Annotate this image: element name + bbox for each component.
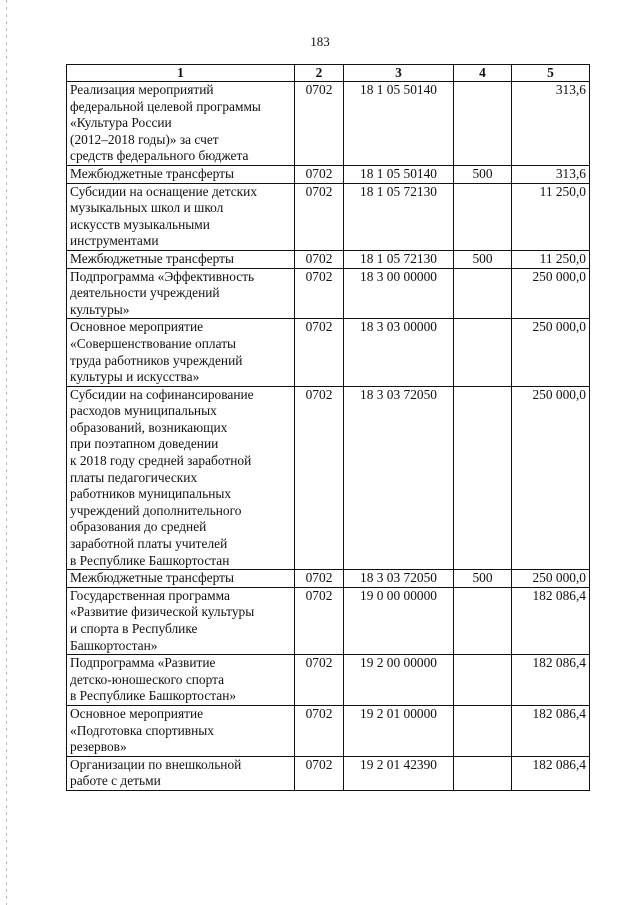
- row-amount: 11 250,0: [512, 250, 590, 268]
- row-amount: 182 086,4: [512, 587, 590, 654]
- row-kind: [454, 183, 512, 250]
- header-row: [67, 65, 590, 82]
- row-section: 0702: [295, 705, 344, 756]
- row-amount: 11 250,0: [512, 183, 590, 250]
- table-row: [67, 705, 590, 756]
- column-header-kind: 4: [454, 65, 512, 82]
- row-name: Субсидии на софинансирование расходов муниципальных образований, возникающих при поэтапном доведении к 2018 году средней заработной платы педагогических работников муниципальных учреждений дополнительного образования до средней заработной платы учителей в Республике Башкортостан: [67, 386, 295, 570]
- column-header-section: 2: [295, 65, 344, 82]
- row-section: 0702: [295, 268, 344, 319]
- row-kind: 500: [454, 570, 512, 588]
- row-section: 0702: [295, 587, 344, 654]
- row-kind: [454, 82, 512, 166]
- budget-table: [66, 64, 590, 791]
- row-code: 18 1 05 50140: [344, 165, 454, 183]
- page-number: 183: [310, 34, 330, 49]
- row-code: 18 3 00 00000: [344, 268, 454, 319]
- row-name: Субсидии на оснащение детских музыкальных школ и школ искусств музыкальными инструментами: [67, 183, 295, 250]
- row-amount: 182 086,4: [512, 655, 590, 706]
- row-amount: 250 000,0: [512, 570, 590, 588]
- row-section: 0702: [295, 82, 344, 166]
- table-row: [67, 756, 590, 790]
- row-kind: [454, 386, 512, 570]
- row-code: 18 1 05 72130: [344, 183, 454, 250]
- row-kind: 500: [454, 165, 512, 183]
- table-row: [67, 655, 590, 706]
- table-row: [67, 268, 590, 319]
- row-amount: 182 086,4: [512, 705, 590, 756]
- row-code: 18 3 03 00000: [344, 319, 454, 386]
- row-name: Межбюджетные трансферты: [67, 250, 295, 268]
- row-kind: [454, 705, 512, 756]
- row-amount: 250 000,0: [512, 268, 590, 319]
- column-header-amount: 5: [512, 65, 590, 82]
- row-name: Межбюджетные трансферты: [67, 165, 295, 183]
- row-code: 18 1 05 50140: [344, 82, 454, 166]
- row-name: Подпрограмма «Развитие детско-юношеского спорта в Республике Башкортостан»: [67, 655, 295, 706]
- row-code: 19 2 01 42390: [344, 756, 454, 790]
- row-section: 0702: [295, 319, 344, 386]
- table-row: [67, 570, 590, 588]
- row-name: Основное мероприятие «Подготовка спортивных резервов»: [67, 705, 295, 756]
- table-row: [67, 165, 590, 183]
- row-amount: 313,6: [512, 82, 590, 166]
- table-row: [67, 250, 590, 268]
- row-section: 0702: [295, 250, 344, 268]
- row-kind: 500: [454, 250, 512, 268]
- table-row: [67, 319, 590, 386]
- row-section: 0702: [295, 570, 344, 588]
- row-name: Основное мероприятие «Совершенствование оплаты труда работников учреждений культуры и искусства»: [67, 319, 295, 386]
- row-name: Межбюджетные трансферты: [67, 570, 295, 588]
- column-header-code: 3: [344, 65, 454, 82]
- table-row: [67, 82, 590, 166]
- row-section: 0702: [295, 165, 344, 183]
- row-code: 18 3 03 72050: [344, 386, 454, 570]
- row-name: Государственная программа «Развитие физической культуры и спорта в Республике Башкортостан»: [67, 587, 295, 654]
- row-code: 19 0 00 00000: [344, 587, 454, 654]
- row-name: Реализация мероприятий федеральной целевой программы «Культура России (2012–2018 годы)» за счет средств федерального бюджета: [67, 82, 295, 166]
- row-code: 19 2 01 00000: [344, 705, 454, 756]
- row-amount: 250 000,0: [512, 319, 590, 386]
- row-section: 0702: [295, 756, 344, 790]
- table-row: [67, 183, 590, 250]
- row-name: Организации по внешкольной работе с детьми: [67, 756, 295, 790]
- row-section: 0702: [295, 183, 344, 250]
- row-amount: 250 000,0: [512, 386, 590, 570]
- row-amount: 182 086,4: [512, 756, 590, 790]
- row-kind: [454, 268, 512, 319]
- table-row: [67, 587, 590, 654]
- row-section: 0702: [295, 386, 344, 570]
- column-header-name: 1: [67, 65, 295, 82]
- row-code: 19 2 00 00000: [344, 655, 454, 706]
- row-kind: [454, 587, 512, 654]
- row-kind: [454, 756, 512, 790]
- page-edge-scan-mark: [6, 0, 7, 905]
- row-code: 18 1 05 72130: [344, 250, 454, 268]
- row-name: Подпрограмма «Эффективность деятельности учреждений культуры»: [67, 268, 295, 319]
- row-kind: [454, 319, 512, 386]
- row-code: 18 3 03 72050: [344, 570, 454, 588]
- row-kind: [454, 655, 512, 706]
- row-section: 0702: [295, 655, 344, 706]
- table-row: [67, 386, 590, 570]
- row-amount: 313,6: [512, 165, 590, 183]
